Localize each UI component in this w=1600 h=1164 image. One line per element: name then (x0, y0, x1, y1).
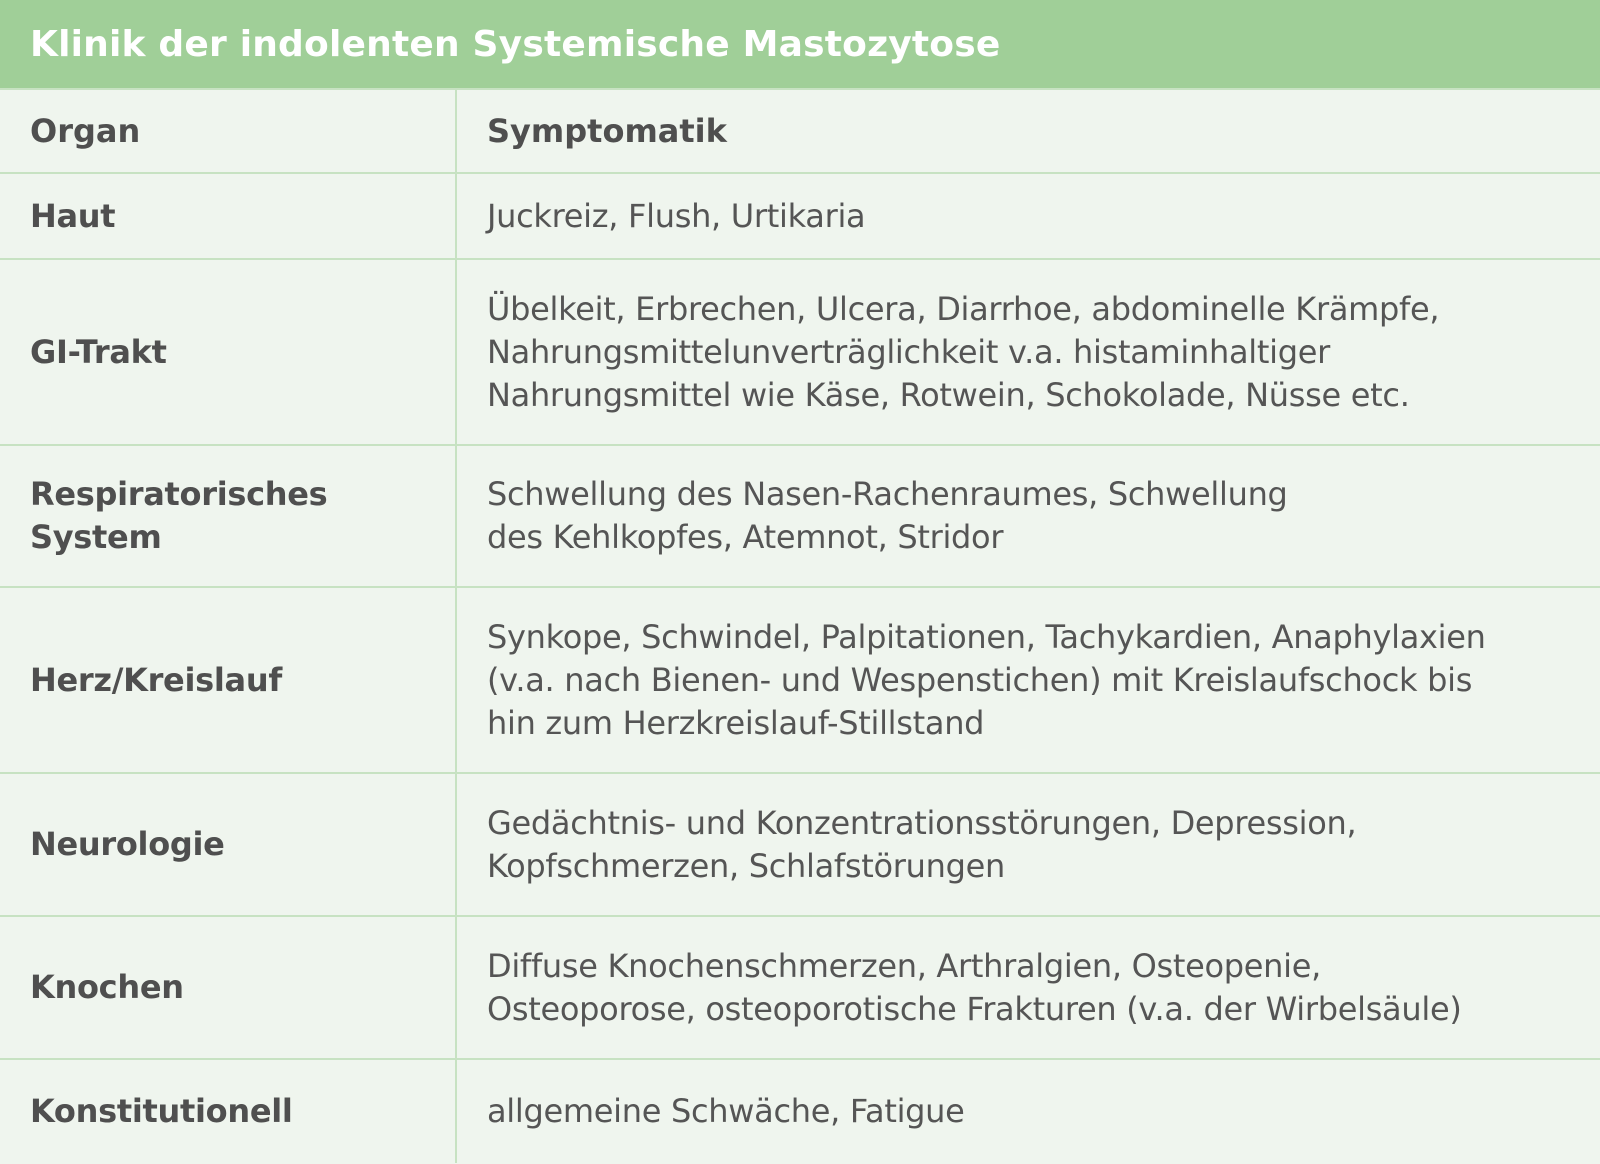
symptoms-cell: Übelkeit, Erbrechen, Ulcera, Diarrhoe, abdominelle Krämpfe, Nahrungsmittelunverträglichkeit v.a. histaminhaltiger Nahrungsmittel wie Käse, Rotwein, Schokolade, Nüsse etc. (487, 289, 1440, 414)
symptoms-cell: Gedächtnis- und Konzentrationsstörungen, Depression, Kopfschmerzen, Schlafstörungen (487, 803, 1357, 885)
column-header-organ: Organ (0, 89, 456, 173)
table-row (0, 259, 1600, 445)
organ-cell: Haut (30, 196, 116, 235)
table-row (0, 173, 1600, 259)
organ-cell: Respiratorisches System (30, 475, 328, 556)
table-title: Klinik der indolenten Systemische Mastozytose (30, 23, 1001, 65)
column-header-symptoms: Symptomatik (456, 89, 1600, 173)
symptoms-cell: allgemeine Schwäche, Fatigue (487, 1092, 965, 1130)
organ-cell: Knochen (30, 968, 184, 1006)
table-row (0, 773, 1600, 916)
symptoms-cell: Diffuse Knochenschmerzen, Arthralgien, Osteopenie, Osteoporose, osteoporotische Frakturen (v.a. der Wirbelsäule) (487, 946, 1462, 1028)
table-header-row (0, 89, 1600, 173)
organ-cell: Neurologie (30, 825, 225, 863)
table-row (0, 445, 1600, 587)
symptoms-cell: Synkope, Schwindel, Palpitationen, Tachykardien, Anaphylaxien (v.a. nach Bienen- und Wespenstichen) mit Kreislaufschock bis hin zum Herzkreislauf-Stillstand (487, 617, 1486, 742)
organ-cell: GI-Trakt (30, 332, 167, 371)
table-row (0, 916, 1600, 1059)
symptoms-cell: Schwellung des Nasen-Rachenraumes, Schwellung des Kehlkopfes, Atemnot, Stridor (487, 475, 1288, 556)
table-title-bar (0, 0, 1600, 88)
table-row (0, 587, 1600, 773)
organ-cell: Herz/Kreislauf (30, 660, 282, 699)
symptom-table (0, 88, 1600, 1163)
organ-cell: Konstitutionell (30, 1092, 293, 1130)
table-row (0, 1059, 1600, 1163)
symptoms-cell: Juckreiz, Flush, Urtikaria (487, 196, 866, 235)
